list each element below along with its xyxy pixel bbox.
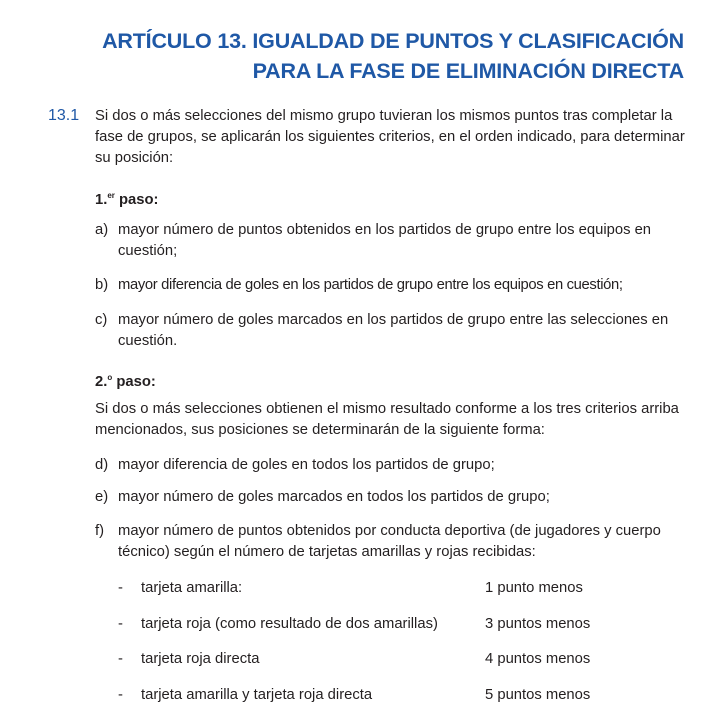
criterion-text: mayor número de puntos obtenidos por conducta deportiva (de jugadores y cuerpo técnico) según el número de tarjetas amarillas y rojas recibidas:	[118, 523, 661, 560]
penalty-description: tarjeta amarilla y tarjeta roja directa	[141, 687, 373, 703]
criterion-a	[95, 220, 693, 262]
penalty-dash: -	[118, 651, 123, 667]
penalty-description: tarjeta amarilla:	[141, 580, 243, 596]
step-2-ordinal: o	[107, 373, 113, 382]
penalty-dash: -	[118, 616, 123, 632]
step-1-word: paso:	[114, 192, 159, 208]
penalty-points: 4 puntos menos	[485, 651, 591, 667]
penalty-points: 3 puntos menos	[485, 616, 591, 632]
penalty-description: tarjeta roja (como resultado de dos amarillas)	[141, 616, 438, 632]
criterion-b	[95, 275, 693, 296]
section-intro: Si dos o más selecciones del mismo grupo tuvieran los mismos puntos tras completar la fase de grupos, se aplicarán los siguientes criterios, en el orden indicado, para determinar su posición:	[95, 108, 685, 166]
step-2-intro: Si dos o más selecciones obtienen el mismo resultado conforme a los tres criterios arriba mencionados, sus posiciones se determinarán de la siguiente forma:	[95, 401, 679, 438]
criterion-letter: a)	[95, 222, 109, 238]
criterion-text: mayor diferencia de goles en todos los partidos de grupo;	[118, 457, 495, 473]
criterion-letter: b)	[95, 277, 109, 293]
penalty-description: tarjeta roja directa	[141, 651, 260, 667]
criterion-text: mayor diferencia de goles en los partidos de grupo entre los equipos en cuestión;	[118, 277, 623, 293]
criterion-f	[95, 521, 693, 563]
penalty-points: 5 puntos menos	[485, 687, 591, 703]
step-2-number: 2.	[95, 374, 108, 390]
section-number: 13.1	[48, 107, 80, 124]
criterion-text: mayor número de puntos obtenidos en los partidos de grupo entre los equipos en cuestión;	[118, 222, 652, 259]
penalty-dash: -	[118, 687, 123, 703]
step-1-ordinal: er	[107, 191, 115, 200]
article-title-line-2: PARA LA FASE DE ELIMINACIÓN DIRECTA	[252, 59, 684, 83]
step-1-number: 1.	[95, 192, 108, 208]
criterion-c	[95, 310, 693, 352]
article-title	[30, 26, 684, 86]
criterion-letter: e)	[95, 489, 109, 505]
section-intro-block	[95, 106, 693, 169]
step-2-label	[95, 368, 156, 392]
step-1-label	[95, 186, 158, 210]
criterion-e	[95, 487, 693, 508]
criterion-text: mayor número de goles marcados en todos los partidos de grupo;	[118, 489, 550, 505]
penalty-dash: -	[118, 580, 123, 596]
article-title-line-1: ARTÍCULO 13. IGUALDAD DE PUNTOS Y CLASIFICACIÓN	[102, 29, 684, 53]
penalty-points: 1 punto menos	[485, 580, 583, 596]
criterion-text: mayor número de goles marcados en los partidos de grupo entre las selecciones en cuestión.	[118, 312, 669, 349]
criterion-letter: f)	[95, 523, 105, 539]
step-2-word: paso:	[112, 374, 156, 390]
criterion-d	[95, 455, 693, 476]
criterion-letter: d)	[95, 457, 109, 473]
criterion-letter: c)	[95, 312, 108, 328]
